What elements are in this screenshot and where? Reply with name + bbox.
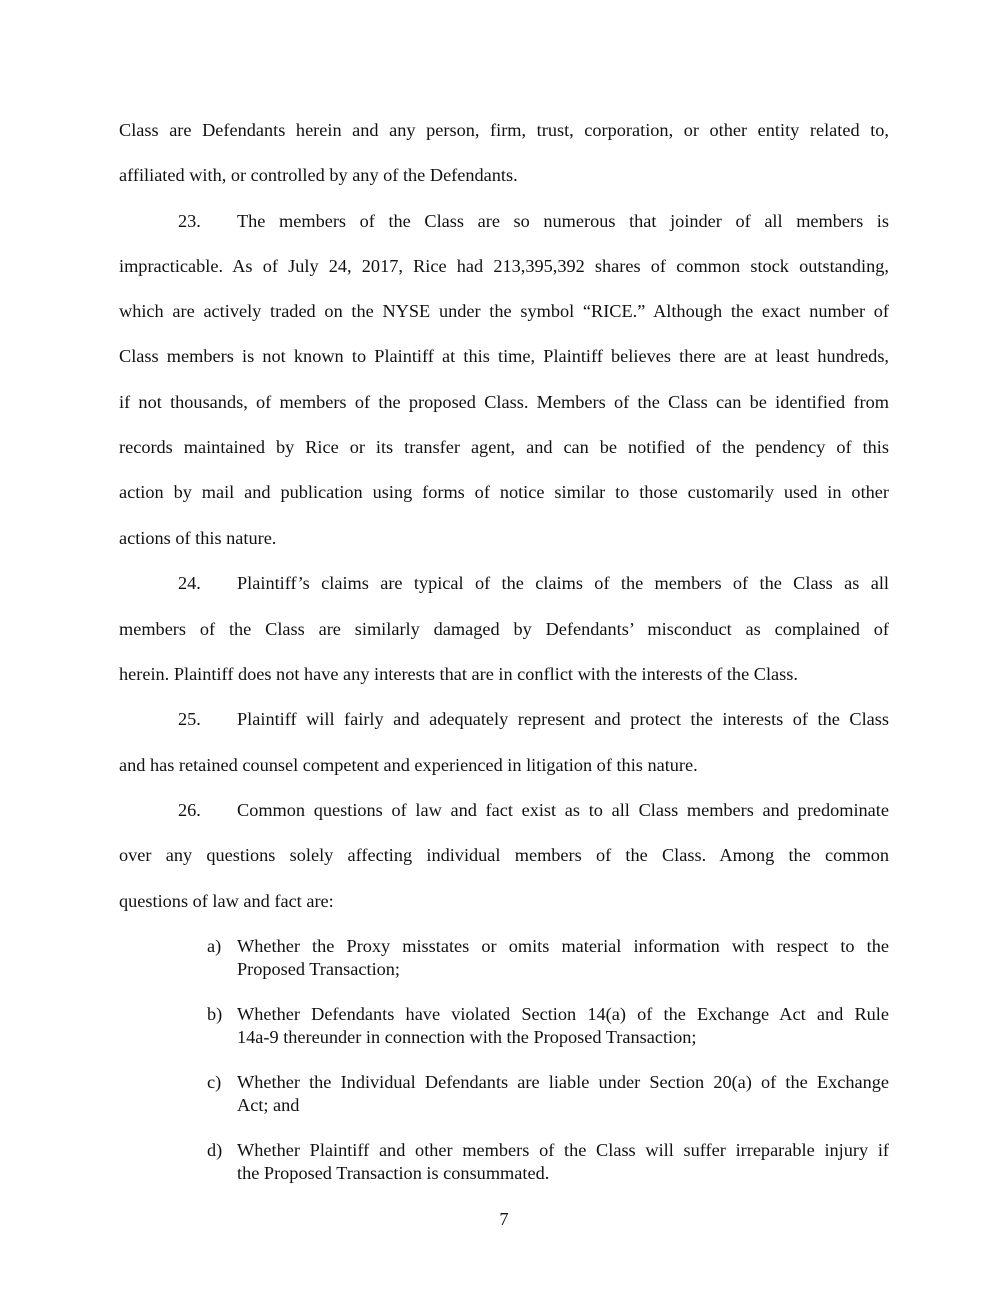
paragraph-23-line: if not thousands, of members of the proposed Class. Members of the Class can be identified from (119, 392, 889, 412)
paragraph-number-26: 26. (178, 800, 201, 820)
paragraph-23-line: which are actively traded on the NYSE under the symbol “RICE.” Although the exact number of (119, 301, 889, 321)
paragraph-24-line: herein. Plaintiff does not have any interests that are in conflict with the interests of the Class. (119, 664, 798, 684)
continuation-line: affiliated with, or controlled by any of the Defendants. (119, 165, 518, 185)
paragraph-25-line: Plaintiff will fairly and adequately represent and protect the interests of the Class (237, 709, 889, 729)
list-item-d-line: Whether Plaintiff and other members of the Class will suffer irreparable injury if (237, 1140, 889, 1160)
list-item-a-line: Proposed Transaction; (237, 959, 401, 979)
continuation-line: Class are Defendants herein and any person, firm, trust, corporation, or other entity related to, (119, 120, 889, 140)
paragraph-24-line: Plaintiff’s claims are typical of the claims of the members of the Class as all (237, 573, 889, 593)
paragraph-26-line: Common questions of law and fact exist as to all Class members and predominate (237, 800, 889, 820)
list-item-d-line: the Proposed Transaction is consummated. (237, 1163, 550, 1183)
list-item-a-line: Whether the Proxy misstates or omits material information with respect to the (237, 936, 889, 956)
paragraph-23-line: actions of this nature. (119, 528, 277, 548)
paragraph-number-24: 24. (178, 573, 201, 593)
paragraph-25-line: and has retained counsel competent and experienced in litigation of this nature. (119, 755, 698, 775)
list-item-label-a: a) (207, 936, 222, 956)
paragraph-number-23: 23. (178, 211, 201, 231)
page-number: 7 (499, 1209, 509, 1229)
paragraph-number-25: 25. (178, 709, 201, 729)
list-item-label-c: c) (207, 1072, 222, 1092)
list-item-b-line: Whether Defendants have violated Section 14(a) of the Exchange Act and Rule (237, 1004, 889, 1024)
paragraph-23-line: records maintained by Rice or its transfer agent, and can be notified of the pendency of this (119, 437, 889, 457)
list-item-c-line: Whether the Individual Defendants are liable under Section 20(a) of the Exchange (237, 1072, 889, 1092)
paragraph-26-line: questions of law and fact are: (119, 891, 334, 911)
paragraph-26-line: over any questions solely affecting individual members of the Class. Among the common (119, 845, 889, 865)
paragraph-23-line: Class members is not known to Plaintiff at this time, Plaintiff believes there are at least hundreds, (119, 346, 889, 366)
list-item-label-b: b) (207, 1004, 223, 1024)
list-item-c-line: Act; and (237, 1095, 300, 1115)
paragraph-23-line: action by mail and publication using forms of notice similar to those customarily used in other (119, 482, 889, 502)
list-item-label-d: d) (207, 1140, 223, 1160)
paragraph-23-line: impracticable. As of July 24, 2017, Rice had 213,395,392 shares of common stock outstanding, (119, 256, 889, 276)
paragraph-24-line: members of the Class are similarly damaged by Defendants’ misconduct as complained of (119, 619, 889, 639)
list-item-b-line: 14a-9 thereunder in connection with the Proposed Transaction; (237, 1027, 697, 1047)
paragraph-23-line: The members of the Class are so numerous that joinder of all members is (237, 211, 889, 231)
